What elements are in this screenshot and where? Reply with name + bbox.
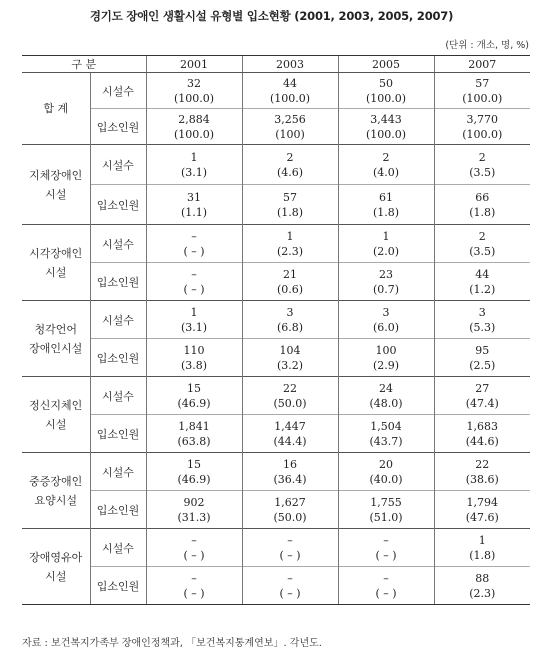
value-cell xyxy=(434,145,530,185)
percent-value: (100) xyxy=(275,127,305,141)
value-cell xyxy=(434,73,530,109)
percent-value: (1.8) xyxy=(372,205,400,219)
percent-value: ( – ) xyxy=(183,548,205,562)
row-type-label: 입소인원 xyxy=(90,567,146,605)
row-type-label: 시설수 xyxy=(90,225,146,263)
percent-value: (2.3) xyxy=(469,586,496,600)
percent-value: (100.0) xyxy=(173,127,215,141)
count-value: – xyxy=(191,267,197,281)
count-value: – xyxy=(287,533,293,547)
value-cell xyxy=(434,339,530,377)
percent-value: (3.2) xyxy=(276,358,304,372)
table-row xyxy=(22,453,530,491)
value-cell xyxy=(434,185,530,225)
table-row xyxy=(22,263,530,301)
count-value: 44 xyxy=(475,267,490,281)
value-cell xyxy=(434,415,530,453)
count-value: – xyxy=(191,571,197,585)
count-value: 22 xyxy=(283,381,297,395)
table-row xyxy=(22,145,530,185)
group-label-line: 요양시설 xyxy=(34,493,77,507)
group-label-line: 합 계 xyxy=(43,102,69,115)
value-cell xyxy=(338,185,434,225)
value-cell xyxy=(146,185,242,225)
table-row xyxy=(22,491,530,529)
group-label-line: 지체장애인 xyxy=(29,168,83,182)
value-cell xyxy=(338,567,434,605)
group-label-line: 시설 xyxy=(45,265,67,279)
value-cell xyxy=(242,145,338,185)
group-label-line: 시각장애인 xyxy=(29,246,83,260)
group-label-line: 시설 xyxy=(45,569,67,583)
unit-note: (단위 : 개소, 명, %) xyxy=(445,40,529,51)
count-value: 100 xyxy=(375,343,397,357)
percent-value: (31.3) xyxy=(177,510,211,524)
count-value: – xyxy=(383,533,389,547)
value-cell xyxy=(146,567,242,605)
table-row xyxy=(22,185,530,225)
value-cell xyxy=(146,339,242,377)
percent-value: (44.4) xyxy=(273,434,307,448)
count-value: 1 xyxy=(286,229,294,243)
value-cell xyxy=(146,109,242,145)
percent-value: (3.1) xyxy=(180,165,208,179)
row-type-label: 시설수 xyxy=(90,301,146,339)
count-value: 3 xyxy=(478,305,486,319)
percent-value: (3.5) xyxy=(469,244,496,258)
table-row xyxy=(22,225,530,263)
count-value: 27 xyxy=(475,381,490,395)
table-row xyxy=(22,73,530,109)
count-value: 2,884 xyxy=(178,112,210,126)
count-value: 21 xyxy=(283,267,297,281)
value-cell xyxy=(242,301,338,339)
percent-value: (3.1) xyxy=(180,320,208,334)
count-value: 31 xyxy=(187,190,201,204)
count-value: – xyxy=(383,571,389,585)
facility-table xyxy=(22,55,530,605)
percent-value: (48.0) xyxy=(369,396,403,410)
value-cell xyxy=(146,453,242,491)
percent-value: (44.6) xyxy=(465,434,499,448)
value-cell xyxy=(434,301,530,339)
group-label xyxy=(22,453,90,529)
group-label xyxy=(22,301,90,377)
value-cell xyxy=(146,301,242,339)
count-value: 57 xyxy=(283,190,297,204)
percent-value: (6.0) xyxy=(372,320,400,334)
count-value: – xyxy=(287,571,293,585)
value-cell xyxy=(146,491,242,529)
percent-value: ( – ) xyxy=(375,586,397,600)
value-cell xyxy=(434,567,530,605)
value-cell xyxy=(434,263,530,301)
percent-value: (3.5) xyxy=(469,165,496,179)
count-value: 66 xyxy=(475,190,490,204)
value-cell xyxy=(338,73,434,109)
table-row xyxy=(22,377,530,415)
value-cell xyxy=(338,415,434,453)
row-type-label: 시설수 xyxy=(90,377,146,415)
row-type-label: 시설수 xyxy=(90,73,146,109)
percent-value: (63.8) xyxy=(177,434,211,448)
table-row xyxy=(22,301,530,339)
percent-value: (38.6) xyxy=(465,472,499,486)
percent-value: (5.3) xyxy=(469,320,496,334)
count-value: 3,443 xyxy=(370,112,402,126)
count-value: 1 xyxy=(382,229,390,243)
count-value: 15 xyxy=(187,381,201,395)
value-cell xyxy=(146,377,242,415)
count-value: 1,447 xyxy=(274,419,306,433)
row-type-label: 입소인원 xyxy=(90,491,146,529)
count-value: 15 xyxy=(187,457,201,471)
count-value: 32 xyxy=(187,76,201,90)
count-value: 20 xyxy=(379,457,393,471)
table-row xyxy=(22,109,530,145)
value-cell xyxy=(242,453,338,491)
percent-value: (1.8) xyxy=(276,205,304,219)
count-value: 24 xyxy=(379,381,393,395)
percent-value: (2.3) xyxy=(276,244,304,258)
value-cell xyxy=(338,453,434,491)
table-row xyxy=(22,529,530,567)
percent-value: (47.6) xyxy=(465,510,499,524)
header-year-2005: 2005 xyxy=(338,56,434,73)
count-value: 2 xyxy=(478,229,486,243)
value-cell xyxy=(242,185,338,225)
value-cell xyxy=(338,301,434,339)
group-label xyxy=(22,73,90,145)
percent-value: (4.6) xyxy=(276,165,304,179)
value-cell xyxy=(338,263,434,301)
count-value: 902 xyxy=(183,495,205,509)
count-value: 2 xyxy=(286,150,294,164)
percent-value: (0.6) xyxy=(276,282,304,296)
row-type-label: 입소인원 xyxy=(90,185,146,225)
percent-value: (3.8) xyxy=(180,358,208,372)
group-label-line: 장애인시설 xyxy=(29,341,83,355)
group-label xyxy=(22,145,90,225)
group-label-line: 장애영유아 xyxy=(29,550,83,564)
value-cell xyxy=(242,377,338,415)
value-cell xyxy=(434,377,530,415)
count-value: 1,841 xyxy=(178,419,210,433)
header-year-2007: 2007 xyxy=(434,56,530,73)
percent-value: ( – ) xyxy=(183,586,205,600)
count-value: 61 xyxy=(379,190,393,204)
value-cell xyxy=(242,263,338,301)
header-year-2001: 2001 xyxy=(146,56,242,73)
count-value: 110 xyxy=(183,343,205,357)
row-type-label: 시설수 xyxy=(90,529,146,567)
value-cell xyxy=(338,145,434,185)
value-cell xyxy=(242,415,338,453)
value-cell xyxy=(338,339,434,377)
count-value: 88 xyxy=(475,571,490,585)
group-label xyxy=(22,225,90,301)
percent-value: (100.0) xyxy=(365,91,407,105)
percent-value: (1.1) xyxy=(180,205,208,219)
value-cell xyxy=(146,225,242,263)
count-value: 23 xyxy=(379,267,393,281)
count-value: 1 xyxy=(190,305,198,319)
percent-value: (2.5) xyxy=(469,358,496,372)
value-cell xyxy=(146,145,242,185)
value-cell xyxy=(242,225,338,263)
percent-value: (6.8) xyxy=(276,320,304,334)
group-label xyxy=(22,377,90,453)
table-row xyxy=(22,339,530,377)
count-value: 3,256 xyxy=(274,112,306,126)
percent-value: (100.0) xyxy=(365,127,407,141)
percent-value: (4.0) xyxy=(372,165,400,179)
percent-value: (100.0) xyxy=(173,91,215,105)
value-cell xyxy=(434,491,530,529)
count-value: 22 xyxy=(475,457,490,471)
value-cell xyxy=(146,529,242,567)
count-value: 50 xyxy=(379,76,393,90)
percent-value: (100.0) xyxy=(462,127,503,141)
percent-value: (51.0) xyxy=(369,510,403,524)
value-cell xyxy=(146,263,242,301)
percent-value: (36.4) xyxy=(273,472,307,486)
count-value: 57 xyxy=(475,76,490,90)
value-cell xyxy=(434,529,530,567)
percent-value: (0.7) xyxy=(372,282,400,296)
row-type-label: 시설수 xyxy=(90,145,146,185)
group-label-line: 청각언어 xyxy=(34,322,77,336)
value-cell xyxy=(338,491,434,529)
table-row xyxy=(22,567,530,605)
percent-value: ( – ) xyxy=(279,586,301,600)
count-value: – xyxy=(191,533,197,547)
value-cell xyxy=(338,377,434,415)
group-label-line: 시설 xyxy=(45,417,67,431)
count-value: 1,683 xyxy=(466,419,498,433)
value-cell xyxy=(338,529,434,567)
percent-value: (100.0) xyxy=(462,91,503,105)
percent-value: (47.4) xyxy=(465,396,499,410)
percent-value: (50.0) xyxy=(273,396,307,410)
table-title: 경기도 장애인 생활시설 유형별 입소현황 (2001, 2003, 2005, 2007) xyxy=(89,9,454,23)
header-year-2003: 2003 xyxy=(242,56,338,73)
value-cell xyxy=(242,73,338,109)
count-value: 95 xyxy=(475,343,490,357)
value-cell xyxy=(434,453,530,491)
table-row xyxy=(22,415,530,453)
count-value: 2 xyxy=(382,150,390,164)
percent-value: (1.8) xyxy=(469,548,496,562)
count-value: 1,755 xyxy=(370,495,402,509)
value-cell xyxy=(146,73,242,109)
value-cell xyxy=(146,415,242,453)
percent-value: (1.2) xyxy=(469,282,496,296)
count-value: 1 xyxy=(478,533,486,547)
source-note: 자료 : 보건복지가족부 장애인정책과, 「보건복지통계연보」. 각년도. xyxy=(22,638,322,649)
row-type-label: 입소인원 xyxy=(90,263,146,301)
count-value: 1,504 xyxy=(370,419,402,433)
value-cell xyxy=(242,109,338,145)
row-type-label: 시설수 xyxy=(90,453,146,491)
count-value: – xyxy=(191,229,197,243)
value-cell xyxy=(242,491,338,529)
group-label-line: 시설 xyxy=(45,187,67,201)
percent-value: (43.7) xyxy=(369,434,403,448)
row-type-label: 입소인원 xyxy=(90,109,146,145)
percent-value: (1.8) xyxy=(469,205,496,219)
percent-value: (40.0) xyxy=(369,472,403,486)
value-cell xyxy=(242,529,338,567)
value-cell xyxy=(242,567,338,605)
count-value: 3 xyxy=(382,305,390,319)
group-label xyxy=(22,529,90,605)
percent-value: (2.0) xyxy=(372,244,400,258)
count-value: 44 xyxy=(283,76,297,90)
percent-value: ( – ) xyxy=(183,282,205,296)
percent-value: (2.9) xyxy=(372,358,400,372)
percent-value: ( – ) xyxy=(375,548,397,562)
count-value: 3 xyxy=(286,305,294,319)
percent-value: ( – ) xyxy=(183,244,205,258)
value-cell xyxy=(434,225,530,263)
count-value: 104 xyxy=(279,343,301,357)
value-cell xyxy=(434,109,530,145)
group-label-line: 중증장애인 xyxy=(29,474,83,488)
header-row xyxy=(22,56,530,73)
group-label-line: 정신지체인 xyxy=(29,398,83,412)
value-cell xyxy=(242,339,338,377)
count-value: 2 xyxy=(478,150,486,164)
row-type-label: 입소인원 xyxy=(90,339,146,377)
count-value: 1,794 xyxy=(466,495,498,509)
row-type-label: 입소인원 xyxy=(90,415,146,453)
percent-value: (50.0) xyxy=(273,510,307,524)
percent-value: (100.0) xyxy=(269,91,311,105)
percent-value: (46.9) xyxy=(177,472,211,486)
value-cell xyxy=(338,225,434,263)
percent-value: (46.9) xyxy=(177,396,211,410)
count-value: 3,770 xyxy=(466,112,498,126)
count-value: 1 xyxy=(190,150,198,164)
count-value: 1,627 xyxy=(274,495,306,509)
header-category: 구 분 xyxy=(22,56,146,73)
count-value: 16 xyxy=(283,457,297,471)
percent-value: ( – ) xyxy=(279,548,301,562)
value-cell xyxy=(338,109,434,145)
